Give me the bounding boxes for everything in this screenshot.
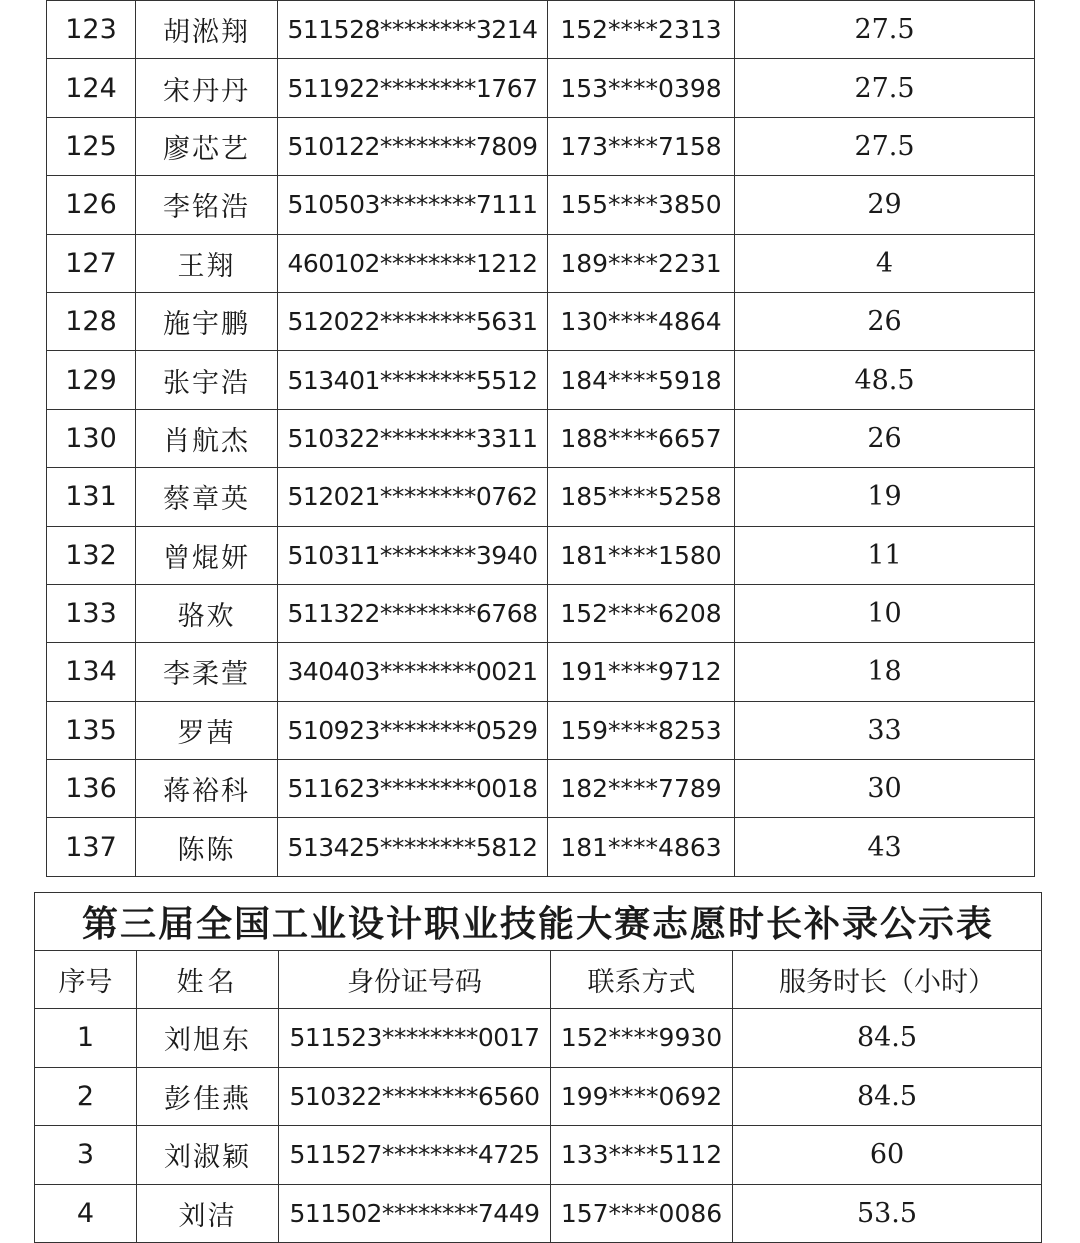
table-row bbox=[47, 409, 1035, 467]
table-row bbox=[47, 234, 1035, 292]
seq-cell: 131 bbox=[47, 468, 136, 526]
header-name: 姓名 bbox=[137, 951, 279, 1009]
seq-cell: 134 bbox=[47, 643, 136, 701]
id-number-cell: 510322********3311 bbox=[278, 409, 548, 467]
supplementary-volunteer-hours-table bbox=[34, 892, 1042, 1243]
phone-cell: 184****5918 bbox=[548, 351, 735, 409]
id-number-cell: 510122********7809 bbox=[278, 117, 548, 175]
id-number-cell: 511527********4725 bbox=[279, 1126, 551, 1185]
header-id: 身份证号码 bbox=[279, 951, 551, 1009]
hours-cell: 84.5 bbox=[733, 1009, 1042, 1068]
table-row bbox=[47, 584, 1035, 642]
id-number-cell: 510311********3940 bbox=[278, 526, 548, 584]
hours-cell: 26 bbox=[735, 409, 1035, 467]
phone-cell: 182****7789 bbox=[548, 760, 735, 818]
id-number-cell: 511502********7449 bbox=[279, 1184, 551, 1243]
id-number-cell: 511523********0017 bbox=[279, 1009, 551, 1068]
phone-cell: 173****7158 bbox=[548, 117, 735, 175]
table-header-row bbox=[35, 951, 1042, 1009]
name-cell: 骆欢 bbox=[136, 584, 278, 642]
name-cell: 罗茜 bbox=[136, 701, 278, 759]
id-number-cell: 460102********1212 bbox=[278, 234, 548, 292]
seq-cell: 129 bbox=[47, 351, 136, 409]
seq-cell: 126 bbox=[47, 176, 136, 234]
phone-cell: 181****4863 bbox=[548, 818, 735, 876]
id-number-cell: 510923********0529 bbox=[278, 701, 548, 759]
hours-cell: 53.5 bbox=[733, 1184, 1042, 1243]
table-row bbox=[47, 701, 1035, 759]
hours-cell: 60 bbox=[733, 1126, 1042, 1185]
name-cell: 李柔萱 bbox=[136, 643, 278, 701]
seq-cell: 124 bbox=[47, 59, 136, 117]
header-phone: 联系方式 bbox=[551, 951, 733, 1009]
id-number-cell: 512022********5631 bbox=[278, 292, 548, 350]
volunteer-table-continued bbox=[46, 0, 1035, 877]
name-cell: 刘洁 bbox=[137, 1184, 279, 1243]
table-row bbox=[47, 292, 1035, 350]
name-cell: 王翔 bbox=[136, 234, 278, 292]
seq-cell: 137 bbox=[47, 818, 136, 876]
phone-cell: 133****5112 bbox=[551, 1126, 733, 1185]
seq-cell: 128 bbox=[47, 292, 136, 350]
id-number-cell: 513425********5812 bbox=[278, 818, 548, 876]
seq-cell: 1 bbox=[35, 1009, 137, 1068]
table-row bbox=[47, 468, 1035, 526]
phone-cell: 152****9930 bbox=[551, 1009, 733, 1068]
name-cell: 刘旭东 bbox=[137, 1009, 279, 1068]
phone-cell: 157****0086 bbox=[551, 1184, 733, 1243]
id-number-cell: 510322********6560 bbox=[279, 1067, 551, 1126]
id-number-cell: 511322********6768 bbox=[278, 584, 548, 642]
header-seq: 序号 bbox=[35, 951, 137, 1009]
phone-cell: 155****3850 bbox=[548, 176, 735, 234]
id-number-cell: 513401********5512 bbox=[278, 351, 548, 409]
phone-cell: 199****0692 bbox=[551, 1067, 733, 1126]
name-cell: 张宇浩 bbox=[136, 351, 278, 409]
table-row bbox=[47, 760, 1035, 818]
seq-cell: 127 bbox=[47, 234, 136, 292]
id-number-cell: 510503********7111 bbox=[278, 176, 548, 234]
table-row bbox=[35, 1009, 1042, 1068]
table-row bbox=[47, 59, 1035, 117]
phone-cell: 159****8253 bbox=[548, 701, 735, 759]
phone-cell: 188****6657 bbox=[548, 409, 735, 467]
seq-cell: 132 bbox=[47, 526, 136, 584]
name-cell: 肖航杰 bbox=[136, 409, 278, 467]
hours-cell: 48.5 bbox=[735, 351, 1035, 409]
table-row bbox=[47, 818, 1035, 876]
name-cell: 廖芯艺 bbox=[136, 117, 278, 175]
name-cell: 陈陈 bbox=[136, 818, 278, 876]
hours-cell: 33 bbox=[735, 701, 1035, 759]
id-number-cell: 511623********0018 bbox=[278, 760, 548, 818]
phone-cell: 153****0398 bbox=[548, 59, 735, 117]
seq-cell: 136 bbox=[47, 760, 136, 818]
seq-cell: 123 bbox=[47, 1, 136, 59]
id-number-cell: 511528********3214 bbox=[278, 1, 548, 59]
seq-cell: 125 bbox=[47, 117, 136, 175]
hours-cell: 29 bbox=[735, 176, 1035, 234]
name-cell: 施宇鹏 bbox=[136, 292, 278, 350]
name-cell: 蔡章英 bbox=[136, 468, 278, 526]
table-row bbox=[47, 117, 1035, 175]
name-cell: 曾焜妍 bbox=[136, 526, 278, 584]
name-cell: 宋丹丹 bbox=[136, 59, 278, 117]
table2-body bbox=[35, 1009, 1042, 1243]
table-title-row bbox=[35, 893, 1042, 951]
table-row bbox=[35, 1067, 1042, 1126]
hours-cell: 27.5 bbox=[735, 1, 1035, 59]
hours-cell: 10 bbox=[735, 584, 1035, 642]
seq-cell: 135 bbox=[47, 701, 136, 759]
phone-cell: 152****2313 bbox=[548, 1, 735, 59]
hours-cell: 30 bbox=[735, 760, 1035, 818]
table-title: 第三届全国工业设计职业技能大赛志愿时长补录公示表 bbox=[35, 893, 1042, 951]
id-number-cell: 512021********0762 bbox=[278, 468, 548, 526]
seq-cell: 4 bbox=[35, 1184, 137, 1243]
hours-cell: 26 bbox=[735, 292, 1035, 350]
hours-cell: 11 bbox=[735, 526, 1035, 584]
table-row bbox=[47, 1, 1035, 59]
seq-cell: 3 bbox=[35, 1126, 137, 1185]
table-row bbox=[47, 176, 1035, 234]
name-cell: 胡淞翔 bbox=[136, 1, 278, 59]
table-row bbox=[47, 351, 1035, 409]
table-row bbox=[47, 643, 1035, 701]
phone-cell: 191****9712 bbox=[548, 643, 735, 701]
phone-cell: 185****5258 bbox=[548, 468, 735, 526]
name-cell: 彭佳燕 bbox=[137, 1067, 279, 1126]
name-cell: 刘淑颖 bbox=[137, 1126, 279, 1185]
header-hours: 服务时长（小时） bbox=[733, 951, 1042, 1009]
name-cell: 李铭浩 bbox=[136, 176, 278, 234]
hours-cell: 84.5 bbox=[733, 1067, 1042, 1126]
hours-cell: 4 bbox=[735, 234, 1035, 292]
table-row bbox=[47, 526, 1035, 584]
hours-cell: 27.5 bbox=[735, 117, 1035, 175]
phone-cell: 189****2231 bbox=[548, 234, 735, 292]
name-cell: 蒋裕科 bbox=[136, 760, 278, 818]
id-number-cell: 340403********0021 bbox=[278, 643, 548, 701]
seq-cell: 130 bbox=[47, 409, 136, 467]
id-number-cell: 511922********1767 bbox=[278, 59, 548, 117]
hours-cell: 43 bbox=[735, 818, 1035, 876]
phone-cell: 152****6208 bbox=[548, 584, 735, 642]
hours-cell: 18 bbox=[735, 643, 1035, 701]
phone-cell: 181****1580 bbox=[548, 526, 735, 584]
phone-cell: 130****4864 bbox=[548, 292, 735, 350]
hours-cell: 27.5 bbox=[735, 59, 1035, 117]
seq-cell: 133 bbox=[47, 584, 136, 642]
table-row bbox=[35, 1184, 1042, 1243]
table1-body bbox=[47, 1, 1035, 877]
hours-cell: 19 bbox=[735, 468, 1035, 526]
seq-cell: 2 bbox=[35, 1067, 137, 1126]
table-row bbox=[35, 1126, 1042, 1185]
